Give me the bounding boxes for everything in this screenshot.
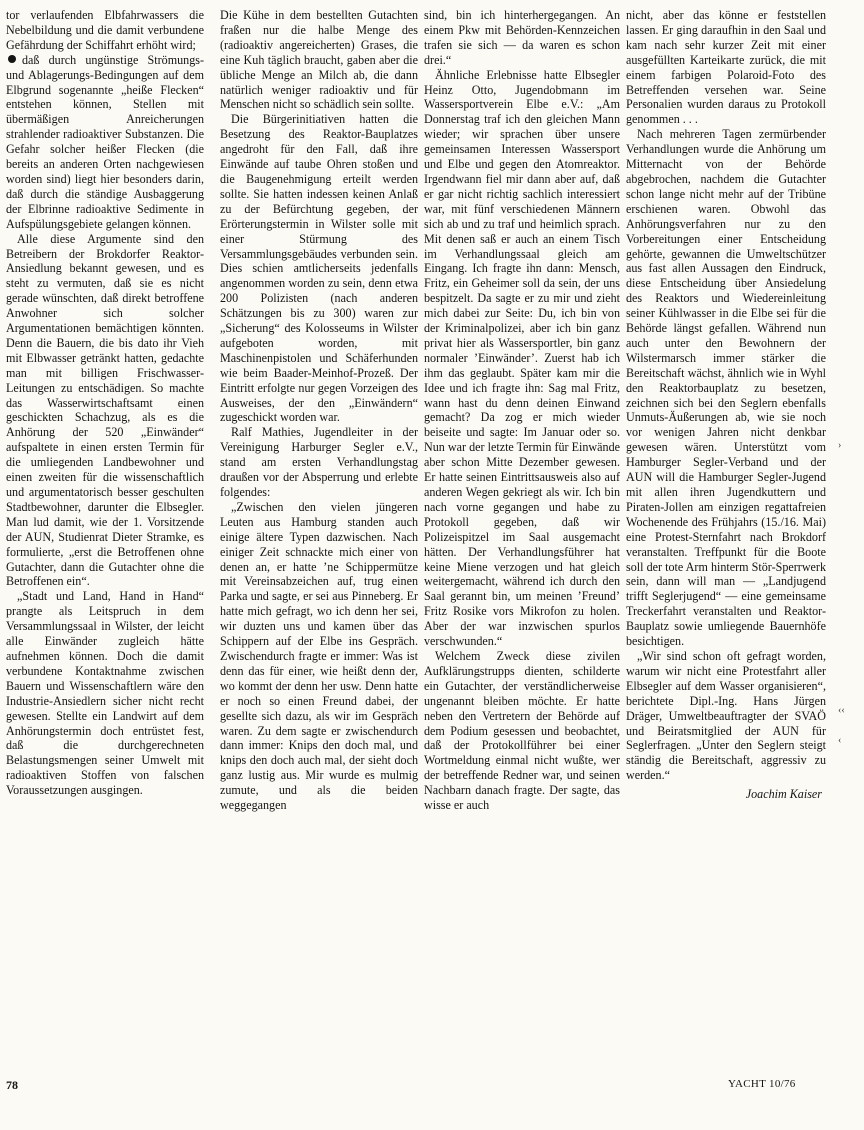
paragraph: daß durch ungünstige Strömungs- und Ablagerungs-Bedingungen auf dem Elbgrund sogenannte „heiße Flecken“ entstehen können, Stellen mit übermäßigen Anreicherungen strahlender radioaktiver Substanzen. Die Gefahr solcher heißer Flecken (die bereits an anderen Orten nachgewiesen worden sind) liegt hier besonders darin, daß durch die ständige Ausbaggerung der Elbrinne radioaktive Sedimente in Aufspülungsgebiete gelangen können.	[6, 52, 204, 231]
paragraph: Welchem Zweck diese zivilen Aufklärungstrupps dienten, schilderte ein Gutachter, der verständlicherweise ungenannt bleiben möchte. Er hatte neben den Vertretern der Behörde auf dem Podium gesessen und beobachtet, daß der Protokollführer bei einer Wortmeldung einmal nicht wußte, wer der betreffende Redner war, und seinen Nachbarn danach fragte. Der sagte, das wisse er auch	[424, 648, 620, 813]
page-number: 78	[6, 1078, 18, 1092]
article-column-2	[220, 8, 418, 1060]
paragraph: Alle diese Argumente sind den Betreibern der Brokdorfer Reaktor-Ansiedlung bekannt gewesen, und es steht zu vermuten, daß sie es nicht gerade wünschten, daß direkt betroffene Anwohner sich solcher Argumentationen bemächtigen könnten. Denn die Bauern, die bis dato ihr Vieh mit Elbwasser getränkt hatten, gedachte man mit billigen Frischwasser-Leitungen zu entschädigen. So machte das Wasserwirtschaftsamt einen geschickten Schachzug, als es die Anhörung der 520 „Einwänder“ aufspaltete in einen ersten Termin für die umliegenden Landbewohner und einen zweiten für die wissenschaftlich und argumentatorisch besser geschulten Stadtbewohner, darunter die Elbsegler. Man lud damit, wie der 1. Vorsitzende der AUN, Studienrat Dieter Stramke, es formulierte, „erst die Betroffenen ohne Gutachter, dann die Gutachter ohne die Betroffenen ein“.	[6, 231, 204, 589]
paragraph: sind, bin ich hinterhergegangen. An einem Pkw mit Behörden-Kennzeichen trafen sie sich — da waren es schon drei.“	[424, 8, 620, 67]
article-column-3	[424, 8, 620, 1060]
margin-mark-icon: ›	[838, 440, 842, 451]
paragraph: Ähnliche Erlebnisse hatte Elbsegler Heinz Otto, Jugendobmann im Wassersportverein Elbe e.V.: „Am Donnerstag traf ich den gleichen Mann wieder; wir sprachen über unsere gemeinsamen Interessen Wassersport und Elbe und gegen den Atomreaktor. Irgendwann fiel mir dann aber auf, daß er gar nicht richtig sachlich interessiert war, mit fünf verschiedenen Männern sich ab und zu traf und heimlich sprach. Mit denen saß er auch an einem Tisch im Verhandlungssaal gleich am Eingang. Ich fragte ihn dann: Mensch, Fritz, ein Geheimer soll da sein, der uns bespitzelt. Da sagte er zu mir und zieht mich dabei zur Seite: Du, ich bin von der Kriminalpolizei, aber ich bin ganz privat hier als Wassersportler, bin ganz normaler ’Einwänder’. Zuerst hab ich ihm das geglaubt. Später kam mir die Idee und ich fragte ihn: Sag mal Fritz, wann hast du denn deinen Einwand gemacht? Da zog er mich wieder beiseite und sagte: Im Januar oder so. Nun war der letzte Termin für Einwände aber schon Mitte Dezember gewesen. Er hatte seinen Eintrittsausweis also auf anderen Wegen gekriegt als wir. Ich bin nach vorne gegangen und habe zu Protokoll gegeben, daß wir Polizeispitzel im Saal ausgemacht hätten. Der Verhandlungsführer hat keine Miene verzogen und hat gleich weitergemacht, während ich durch den Saal gerannt bin, um meinen ’Freund’ Fritz Rosike vors Mikrofon zu holen. Aber der war inzwischen spurlos verschwunden.“	[424, 67, 620, 649]
article-column-4	[626, 8, 826, 1060]
paragraph: Nach mehreren Tagen zermürbender Verhandlungen wurde die Anhörung um Mitternacht von der Behörde abgebrochen, nachdem die Gutachter schon lange nicht mehr auf der Tribüne erschienen waren. Obwohl das Anhörungsverfahren nur zu den Vorbereitungen einer Entscheidung gehörte, gewannen die Umweltschützer aus fast allen Aussagen den Eindruck, diese Entscheidung über Ansiedelung des Reaktors und Wiedereinleitung seiner Kühlwasser in die Elbe sei für die Behörde längst gefallen. Während nun auch unter den Bewohnern der Wilstermarsch immer stärker die Bereitschaft wächst, ähnlich wie in Wyhl den Reaktorbauplatz zu besetzen, zeichnen sich bei den Seglern ebenfalls Unmuts-Äußerungen ab, wie sie noch vor wenigen Jahren nicht denkbar gewesen wären. Unterstützt vom Hamburger Segler-Verband und der AUN will die Hamburger Segler-Jugend mit allen ihren Jugendkuttern und Piraten-Jollen am einzigen regattafreien Wochenende des Frühjahrs (15./16. Mai) eine Protest-Sternfahrt nach Brokdorf veranstalten. Treffpunkt für die Boote soll der tote Arm hinterm Stör-Sperrwerk sein, dann will man — „Landjugend trifft Seglerjugend“ — eine gemeinsame Treckerfahrt veranstalten und Reaktor-Bauplatz sowie umliegende Bauernhöfe besichtigen.	[626, 127, 826, 649]
paragraph: „Zwischen den vielen jüngeren Leuten aus Hamburg standen auch einige ältere Typen dazwischen. Nach einiger Zeit schnackte mich einer von denen an, er hatte ’ne Schippermütze mit Vereinsabzeichen auf, trug einen Parka und sagte, er sei aus Pinneberg. Er hatte mich gefragt, wo ich denn her sei, wir duzten uns und kamen über das Schippern auf der Elbe ins Gespräch. Zwischendurch fragte er immer: Was ist denn das für einer, wie heißt denn der, wo kommt der denn her usw. Denn hatte er noch so einen Freund dabei, der gesellte sich dazu, als wir im Gespräch waren. Zu dem sagte er zwischendurch dann immer: Knips den doch mal, und knips den doch auch mal, der sieht doch ganz lustig aus. Mir wurde es mulmig zumute, und als die beiden weggegangen	[220, 499, 418, 813]
margin-mark-icon: ‹‹	[838, 705, 845, 716]
magazine-issue: YACHT 10/76	[728, 1078, 796, 1090]
paragraph: tor verlaufenden Elbfahrwassers die Nebelbildung und die damit verbundene Gefährdung der Schiffahrt erhöht wird;	[6, 8, 204, 52]
paragraph: „Wir sind schon oft gefragt worden, warum wir nicht eine Protestfahrt aller Elbsegler auf dem Wasser organisieren“, berichtete Dipl.-Ing. Hans Jürgen Dräger, Umweltbeauftragter der SVAÖ und Beiratsmitglied der AUN für Seglerfragen. „Unter den Seglern steigt ständig die Bereitschaft, aggressiv zu werden.“	[626, 648, 826, 783]
bullet-paragraph	[6, 53, 204, 232]
paragraph: Die Kühe in dem bestellten Gutachten fraßen nur die halbe Menge des (radioaktiv angereicherten) Grases, die eine Kuh täglich braucht, gaben aber die übliche Menge an Milch ab, die dann natürlich weniger radioaktiv und für Menschen nicht so schädlich sein sollte.	[220, 8, 418, 112]
paragraph: Ralf Mathies, Jugendleiter in der Vereinigung Harburger Segler e.V., stand am ersten Verhandlungstag draußen vor der Absperrung und erlebte folgendes:	[220, 425, 418, 499]
author-byline: Joachim Kaiser	[745, 787, 822, 802]
bullet-icon	[8, 55, 16, 63]
paragraph: nicht, aber das könne er feststellen lassen. Er ging daraufhin in den Saal und kam nach sehr kurzer Zeit mit einer ausgefüllten Karteikarte zurück, die mit einem farbigen Polaroid-Foto des Betreffenden versehen war. Seine Personalien wurden daraus zu Protokoll genommen . . .	[626, 8, 826, 127]
paragraph: „Stadt und Land, Hand in Hand“ prangte als Leitspruch in dem Versammlungssaal in Wilster, der leicht alle Einwänder zugleich hätte aufnehmen können. Doch die damit verbundene Kontaktnahme zwischen Bauern und Wissenschaftlern wäre den Industrie-Ansiedlern sicher nicht recht gewesen. Stellte ein Landwirt auf dem Anhörungstermin doch entrüstet fest, daß die durchgerechneten Belastungsmengen seiner Umwelt mit radioaktiven Stoffen von falschen Voraussetzungen ausgingen.	[6, 589, 204, 798]
margin-mark-icon: ‹	[838, 735, 842, 746]
paragraph: Die Bürgerinitiativen hatten die Besetzung des Reaktor-Bauplatzes angedroht für den Fall, daß ihre Einwände auf taube Ohren stoßen und die Baugenehmigung erteilt werden sollte. Sie hatten indessen keinen Anlaß zu der Befürchtung gegeben, der Erörterungstermin in Wilster solle mit einer Stürmung des Versammlungsgebäudes verbunden sein. Dies schien amtlicherseits jedenfalls angenommen worden zu sein, denn etwa 200 Polizisten (nach anderen Schätzungen bis zu 300) waren zur „Sicherung“ des Kolosseums in Wilster aufgeboten worden, mit Maschinenpistolen und Schäferhunden wie beim Baader-Meinhof-Prozeß. Der Eintritt erfolgte nur gegen Vorzeigen des Ausweises, der den „Einwändern“ zugeschickt worden war.	[220, 112, 418, 425]
article-column-1	[6, 8, 204, 1060]
